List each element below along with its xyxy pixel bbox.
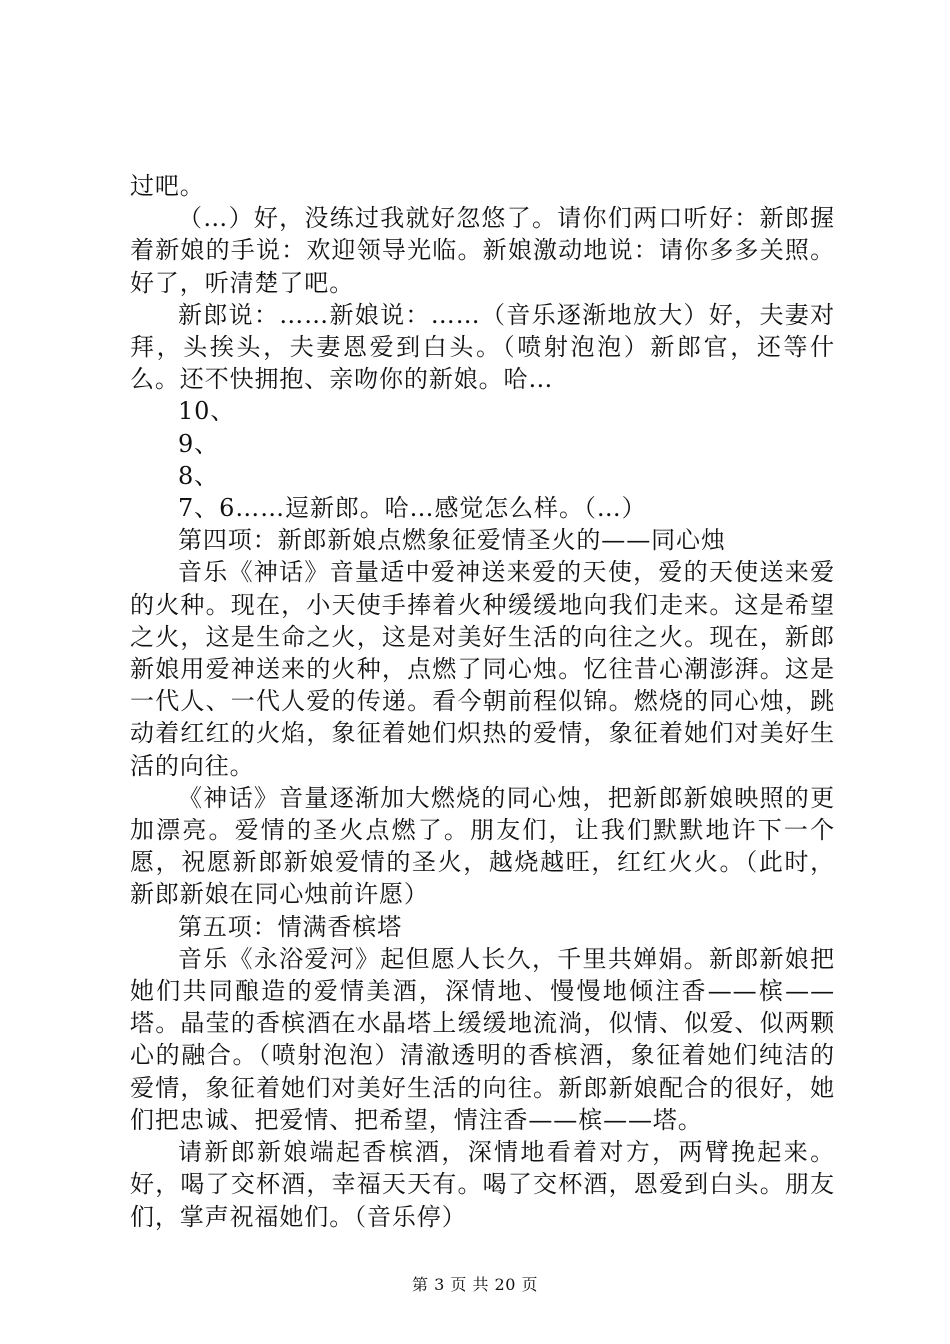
paragraph: 《神话》音量逐渐加大燃烧的同心烛，把新郎新娘映照的更加漂亮。爱情的圣火点燃了。朋友们，让我们默默地许下一个愿，祝愿新郎新娘爱情的圣火，越烧越旺，红红火火。（此时，新郎新娘在同心烛前许愿）	[130, 783, 835, 909]
section-heading: 第五项：情满香槟塔	[178, 912, 403, 941]
paragraph: 10、	[178, 397, 236, 426]
paragraph: 请新郎新娘端起香槟酒，深情地看着对方，两臂挽起来。好，喝了交杯酒，幸福天天有。喝了交杯酒，恩爱到白头。朋友们，掌声祝福她们。（音乐停）	[130, 1138, 835, 1231]
paragraph: 7、6……逗新郎。哈…感觉怎么样。（…）	[178, 494, 647, 523]
paragraph: 音乐《神话》音量适中爱神送来爱的天使，爱的天使送来爱的火种。现在，小天使手捧着火种缓缓地向我们走来。这是希望之火，这是生命之火，这是对美好生活的向往之火。现在，新郎新娘用爱神送来的火种，点燃了同心烛。忆往昔心潮澎湃。这是一代人、一代人爱的传递。看今朝前程似锦。燃烧的同心烛，跳动着红红的火焰，象征着她们炽热的爱情，象征着她们对美好生活的向往。	[130, 558, 835, 780]
page-number: 第 3 页 共 20 页	[412, 1275, 538, 1294]
paragraph: 8、	[178, 461, 220, 490]
paragraph: 9、	[178, 429, 220, 458]
paragraph: 新郎说：……新娘说：……（音乐逐渐地放大）好，夫妻对拜，头挨头，夫妻恩爱到白头。（喷射泡泡）新郎官，还等什么。还不快拥抱、亲吻你的新娘。哈…	[130, 300, 835, 394]
paragraph: （…）好，没练过我就好忽悠了。请你们两口听好：新郎握着新娘的手说：欢迎领导光临。新娘激动地说：请你多多关照。好了，听清楚了吧。	[130, 204, 835, 297]
paragraph: 音乐《永浴爱河》起但愿人长久，千里共婵娟。新郎新娘把她们共同酿造的爱情美酒，深情地、慢慢地倾注香——槟——塔。晶莹的香槟酒在水晶塔上缓缓地流淌，似情、似爱、似两颗心的融合。（喷射泡泡）清澈透明的香槟酒，象征着她们纯洁的爱情，象征着她们对美好生活的向往。新郎新娘配合的很好，她们把忠诚、把爱情、把希望，情注香——槟——塔。	[130, 944, 835, 1134]
section-heading: 第四项：新郎新娘点燃象征爱情圣火的——同心烛	[178, 526, 726, 555]
document-body	[130, 170, 835, 1233]
paragraph: 过吧。	[130, 172, 205, 200]
